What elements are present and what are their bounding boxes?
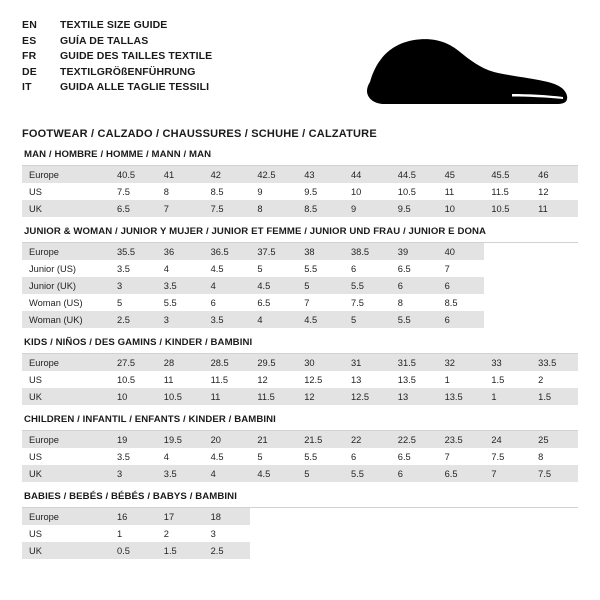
size-cell: 22.5 bbox=[391, 431, 438, 448]
size-table-block bbox=[22, 217, 578, 328]
size-cell: 5.5 bbox=[297, 448, 344, 465]
size-cell: 45.5 bbox=[484, 166, 531, 183]
size-cell: 7 bbox=[438, 448, 485, 465]
size-cell: 28.5 bbox=[204, 354, 251, 371]
size-cell bbox=[344, 525, 391, 542]
size-cell: 10 bbox=[110, 388, 157, 405]
size-cell: 19 bbox=[110, 431, 157, 448]
size-cell: 5.5 bbox=[391, 311, 438, 328]
size-cell: 7 bbox=[484, 465, 531, 482]
size-cell: 9 bbox=[344, 200, 391, 217]
size-cell: 3.5 bbox=[110, 260, 157, 277]
size-cell: 10.5 bbox=[391, 183, 438, 200]
size-cell: 3.5 bbox=[157, 465, 204, 482]
size-cell bbox=[438, 542, 485, 559]
size-cell: 1 bbox=[110, 525, 157, 542]
size-cell: 4 bbox=[250, 311, 297, 328]
language-row bbox=[22, 34, 212, 50]
size-cell: 4.5 bbox=[250, 465, 297, 482]
size-cell: 3.5 bbox=[157, 277, 204, 294]
table-row bbox=[22, 200, 578, 217]
size-cell: 2.5 bbox=[204, 542, 251, 559]
size-cell: 9.5 bbox=[391, 200, 438, 217]
row-label: Europe bbox=[22, 243, 110, 260]
language-row bbox=[22, 80, 212, 96]
row-label: Europe bbox=[22, 508, 110, 525]
size-cell bbox=[484, 243, 531, 260]
size-cell: 6 bbox=[438, 277, 485, 294]
row-label: Junior (UK) bbox=[22, 277, 110, 294]
size-cell: 7 bbox=[297, 294, 344, 311]
row-label: Europe bbox=[22, 354, 110, 371]
size-cell: 7.5 bbox=[110, 183, 157, 200]
size-cell: 4 bbox=[157, 448, 204, 465]
size-cell: 7.5 bbox=[344, 294, 391, 311]
size-cell: 5.5 bbox=[157, 294, 204, 311]
language-code: FR bbox=[22, 50, 37, 62]
size-cell: 6.5 bbox=[391, 260, 438, 277]
size-cell: 3.5 bbox=[110, 448, 157, 465]
size-cell: 7 bbox=[157, 200, 204, 217]
size-cell bbox=[531, 525, 578, 542]
size-cell: 1.5 bbox=[484, 371, 531, 388]
size-cell: 24 bbox=[484, 431, 531, 448]
row-label: UK bbox=[22, 200, 110, 217]
size-cell: 45 bbox=[438, 166, 485, 183]
language-title: TEXTILE SIZE GUIDE bbox=[60, 19, 168, 31]
size-cell: 1.5 bbox=[531, 388, 578, 405]
size-cell: 10.5 bbox=[110, 371, 157, 388]
size-table-block bbox=[22, 405, 578, 482]
table-row bbox=[22, 294, 578, 311]
table-row bbox=[22, 166, 578, 183]
size-cell: 11 bbox=[438, 183, 485, 200]
size-cell: 5 bbox=[344, 311, 391, 328]
language-row bbox=[22, 65, 212, 81]
table-row bbox=[22, 508, 578, 525]
page-header bbox=[22, 18, 578, 112]
size-cell: 12 bbox=[250, 371, 297, 388]
size-cell: 5.5 bbox=[344, 465, 391, 482]
size-cell: 13.5 bbox=[438, 388, 485, 405]
size-cell bbox=[531, 294, 578, 311]
size-cell: 8 bbox=[531, 448, 578, 465]
size-cell: 28 bbox=[157, 354, 204, 371]
size-cell: 16 bbox=[110, 508, 157, 525]
table-heading: JUNIOR & WOMAN / JUNIOR Y MUJER / JUNIOR ET FEMME / JUNIOR UND FRAU / JUNIOR E DONA bbox=[22, 217, 578, 243]
size-tables bbox=[22, 140, 578, 559]
size-cell: 5 bbox=[250, 260, 297, 277]
size-cell: 3 bbox=[110, 465, 157, 482]
size-table-block bbox=[22, 482, 578, 559]
size-cell: 38.5 bbox=[344, 243, 391, 260]
size-cell bbox=[297, 525, 344, 542]
size-cell: 6.5 bbox=[250, 294, 297, 311]
size-cell: 0.5 bbox=[110, 542, 157, 559]
size-cell: 4 bbox=[204, 465, 251, 482]
size-cell: 7.5 bbox=[531, 465, 578, 482]
size-cell: 4.5 bbox=[250, 277, 297, 294]
size-cell: 3 bbox=[204, 525, 251, 542]
row-label: Junior (US) bbox=[22, 260, 110, 277]
size-cell: 19.5 bbox=[157, 431, 204, 448]
size-cell: 8.5 bbox=[297, 200, 344, 217]
language-row bbox=[22, 49, 212, 65]
size-cell: 10 bbox=[438, 200, 485, 217]
table-row bbox=[22, 525, 578, 542]
size-cell bbox=[531, 311, 578, 328]
size-cell: 13 bbox=[344, 371, 391, 388]
table-row bbox=[22, 243, 578, 260]
table-row bbox=[22, 371, 578, 388]
size-cell bbox=[484, 311, 531, 328]
size-cell: 7 bbox=[438, 260, 485, 277]
size-cell: 12 bbox=[531, 183, 578, 200]
row-label: Europe bbox=[22, 431, 110, 448]
size-cell: 5.5 bbox=[297, 260, 344, 277]
size-cell bbox=[484, 525, 531, 542]
size-cell bbox=[250, 542, 297, 559]
size-table bbox=[22, 243, 578, 328]
size-cell: 20 bbox=[204, 431, 251, 448]
language-title: GUÍA DE TALLAS bbox=[60, 34, 149, 47]
size-cell: 27.5 bbox=[110, 354, 157, 371]
size-cell: 8 bbox=[250, 200, 297, 217]
size-cell: 9.5 bbox=[297, 183, 344, 200]
language-code: DE bbox=[22, 65, 37, 78]
row-label: Woman (US) bbox=[22, 294, 110, 311]
size-cell: 22 bbox=[344, 431, 391, 448]
size-cell: 4.5 bbox=[297, 311, 344, 328]
size-table bbox=[22, 166, 578, 217]
size-cell: 2 bbox=[531, 371, 578, 388]
size-cell bbox=[531, 260, 578, 277]
table-row bbox=[22, 311, 578, 328]
size-cell: 40.5 bbox=[110, 166, 157, 183]
table-row bbox=[22, 388, 578, 405]
size-cell: 42.5 bbox=[250, 166, 297, 183]
size-cell bbox=[531, 542, 578, 559]
size-cell: 6 bbox=[204, 294, 251, 311]
language-row bbox=[22, 18, 212, 34]
table-heading: CHILDREN / INFANTIL / ENFANTS / KINDER / BAMBINI bbox=[22, 405, 578, 431]
size-cell: 44 bbox=[344, 166, 391, 183]
size-cell: 5 bbox=[250, 448, 297, 465]
size-cell: 8.5 bbox=[204, 183, 251, 200]
size-cell: 1 bbox=[438, 371, 485, 388]
size-cell: 11.5 bbox=[484, 183, 531, 200]
size-cell: 6 bbox=[391, 465, 438, 482]
language-code: ES bbox=[22, 34, 37, 47]
size-cell bbox=[297, 508, 344, 525]
table-heading: KIDS / NIÑOS / DES GAMINS / KINDER / BAMBINI bbox=[22, 328, 578, 354]
size-cell: 2.5 bbox=[110, 311, 157, 328]
size-cell: 10.5 bbox=[157, 388, 204, 405]
size-cell: 29.5 bbox=[250, 354, 297, 371]
size-cell: 6.5 bbox=[438, 465, 485, 482]
size-cell: 6 bbox=[391, 277, 438, 294]
size-cell: 31 bbox=[344, 354, 391, 371]
size-cell: 5 bbox=[110, 294, 157, 311]
size-cell: 17 bbox=[157, 508, 204, 525]
size-cell: 32 bbox=[438, 354, 485, 371]
size-cell bbox=[391, 542, 438, 559]
size-cell: 6 bbox=[344, 260, 391, 277]
row-label: Europe bbox=[22, 166, 110, 183]
size-cell bbox=[531, 277, 578, 294]
size-cell: 6.5 bbox=[110, 200, 157, 217]
size-cell bbox=[484, 294, 531, 311]
size-cell: 3 bbox=[110, 277, 157, 294]
size-cell: 12.5 bbox=[344, 388, 391, 405]
size-cell bbox=[531, 508, 578, 525]
row-label: US bbox=[22, 183, 110, 200]
size-cell: 8.5 bbox=[438, 294, 485, 311]
size-cell: 6 bbox=[344, 448, 391, 465]
table-row bbox=[22, 354, 578, 371]
size-cell: 6.5 bbox=[391, 448, 438, 465]
size-cell: 38 bbox=[297, 243, 344, 260]
size-cell: 35.5 bbox=[110, 243, 157, 260]
row-label: Woman (UK) bbox=[22, 311, 110, 328]
size-cell bbox=[484, 277, 531, 294]
size-cell: 37.5 bbox=[250, 243, 297, 260]
size-cell: 30 bbox=[297, 354, 344, 371]
size-cell: 11 bbox=[204, 388, 251, 405]
size-table bbox=[22, 354, 578, 405]
size-cell: 39 bbox=[391, 243, 438, 260]
page-title: FOOTWEAR / CALZADO / CHAUSSURES / SCHUHE / CALZATURE bbox=[22, 128, 377, 140]
size-cell: 13 bbox=[391, 388, 438, 405]
size-cell: 8 bbox=[391, 294, 438, 311]
size-cell: 43 bbox=[297, 166, 344, 183]
size-cell: 4.5 bbox=[204, 448, 251, 465]
size-cell: 7.5 bbox=[204, 200, 251, 217]
size-table bbox=[22, 508, 578, 559]
table-heading: MAN / HOMBRE / HOMME / MANN / MAN bbox=[22, 140, 578, 166]
size-cell: 10.5 bbox=[484, 200, 531, 217]
size-cell: 1.5 bbox=[157, 542, 204, 559]
size-cell bbox=[438, 508, 485, 525]
size-cell: 31.5 bbox=[391, 354, 438, 371]
size-cell: 10 bbox=[344, 183, 391, 200]
size-cell: 11 bbox=[157, 371, 204, 388]
row-label: UK bbox=[22, 542, 110, 559]
row-label: UK bbox=[22, 388, 110, 405]
row-label: US bbox=[22, 371, 110, 388]
size-cell: 12 bbox=[297, 388, 344, 405]
size-cell: 5.5 bbox=[344, 277, 391, 294]
size-cell: 21.5 bbox=[297, 431, 344, 448]
size-cell: 3.5 bbox=[204, 311, 251, 328]
size-cell: 44.5 bbox=[391, 166, 438, 183]
language-title: TEXTILGRÖßENFÜHRUNG bbox=[60, 65, 196, 78]
size-cell: 18 bbox=[204, 508, 251, 525]
row-label: US bbox=[22, 448, 110, 465]
size-table bbox=[22, 431, 578, 482]
dress-shoe-icon bbox=[362, 30, 572, 112]
table-row bbox=[22, 448, 578, 465]
size-cell bbox=[250, 508, 297, 525]
table-row bbox=[22, 431, 578, 448]
language-title: GUIDE DES TAILLES TEXTILE bbox=[60, 50, 213, 62]
size-cell: 2 bbox=[157, 525, 204, 542]
size-cell: 33 bbox=[484, 354, 531, 371]
size-cell bbox=[484, 260, 531, 277]
size-cell: 7.5 bbox=[484, 448, 531, 465]
size-cell: 25 bbox=[531, 431, 578, 448]
table-row bbox=[22, 183, 578, 200]
size-table-block bbox=[22, 140, 578, 217]
size-cell: 9 bbox=[250, 183, 297, 200]
size-cell: 42 bbox=[204, 166, 251, 183]
size-cell: 46 bbox=[531, 166, 578, 183]
table-row bbox=[22, 465, 578, 482]
size-cell: 13.5 bbox=[391, 371, 438, 388]
size-cell: 23.5 bbox=[438, 431, 485, 448]
size-cell: 11.5 bbox=[204, 371, 251, 388]
table-row bbox=[22, 542, 578, 559]
size-cell: 4.5 bbox=[204, 260, 251, 277]
size-cell: 6 bbox=[438, 311, 485, 328]
size-cell bbox=[344, 542, 391, 559]
size-cell: 11.5 bbox=[250, 388, 297, 405]
size-cell: 5 bbox=[297, 465, 344, 482]
size-cell: 21 bbox=[250, 431, 297, 448]
size-cell: 8 bbox=[157, 183, 204, 200]
size-cell: 1 bbox=[484, 388, 531, 405]
size-cell: 40 bbox=[438, 243, 485, 260]
size-cell bbox=[391, 525, 438, 542]
size-cell: 11 bbox=[531, 200, 578, 217]
size-cell: 4 bbox=[204, 277, 251, 294]
language-code: IT bbox=[22, 81, 32, 93]
size-cell: 12.5 bbox=[297, 371, 344, 388]
language-code: EN bbox=[22, 19, 37, 31]
size-cell bbox=[531, 243, 578, 260]
size-cell bbox=[484, 542, 531, 559]
size-cell: 3 bbox=[157, 311, 204, 328]
size-table-block bbox=[22, 328, 578, 405]
size-cell: 41 bbox=[157, 166, 204, 183]
table-heading: BABIES / BEBÉS / BÉBÉS / BABYS / BAMBINI bbox=[22, 482, 578, 508]
size-cell: 36.5 bbox=[204, 243, 251, 260]
row-label: US bbox=[22, 525, 110, 542]
size-cell: 5 bbox=[297, 277, 344, 294]
row-label: UK bbox=[22, 465, 110, 482]
size-cell bbox=[250, 525, 297, 542]
table-row bbox=[22, 260, 578, 277]
size-cell: 33.5 bbox=[531, 354, 578, 371]
table-row bbox=[22, 277, 578, 294]
language-title-list bbox=[22, 18, 212, 96]
language-title: GUIDA ALLE TAGLIE TESSILI bbox=[60, 81, 210, 93]
size-cell bbox=[344, 508, 391, 525]
size-cell: 4 bbox=[157, 260, 204, 277]
size-cell bbox=[484, 508, 531, 525]
size-cell bbox=[391, 508, 438, 525]
size-cell bbox=[297, 542, 344, 559]
size-cell: 36 bbox=[157, 243, 204, 260]
size-cell bbox=[438, 525, 485, 542]
